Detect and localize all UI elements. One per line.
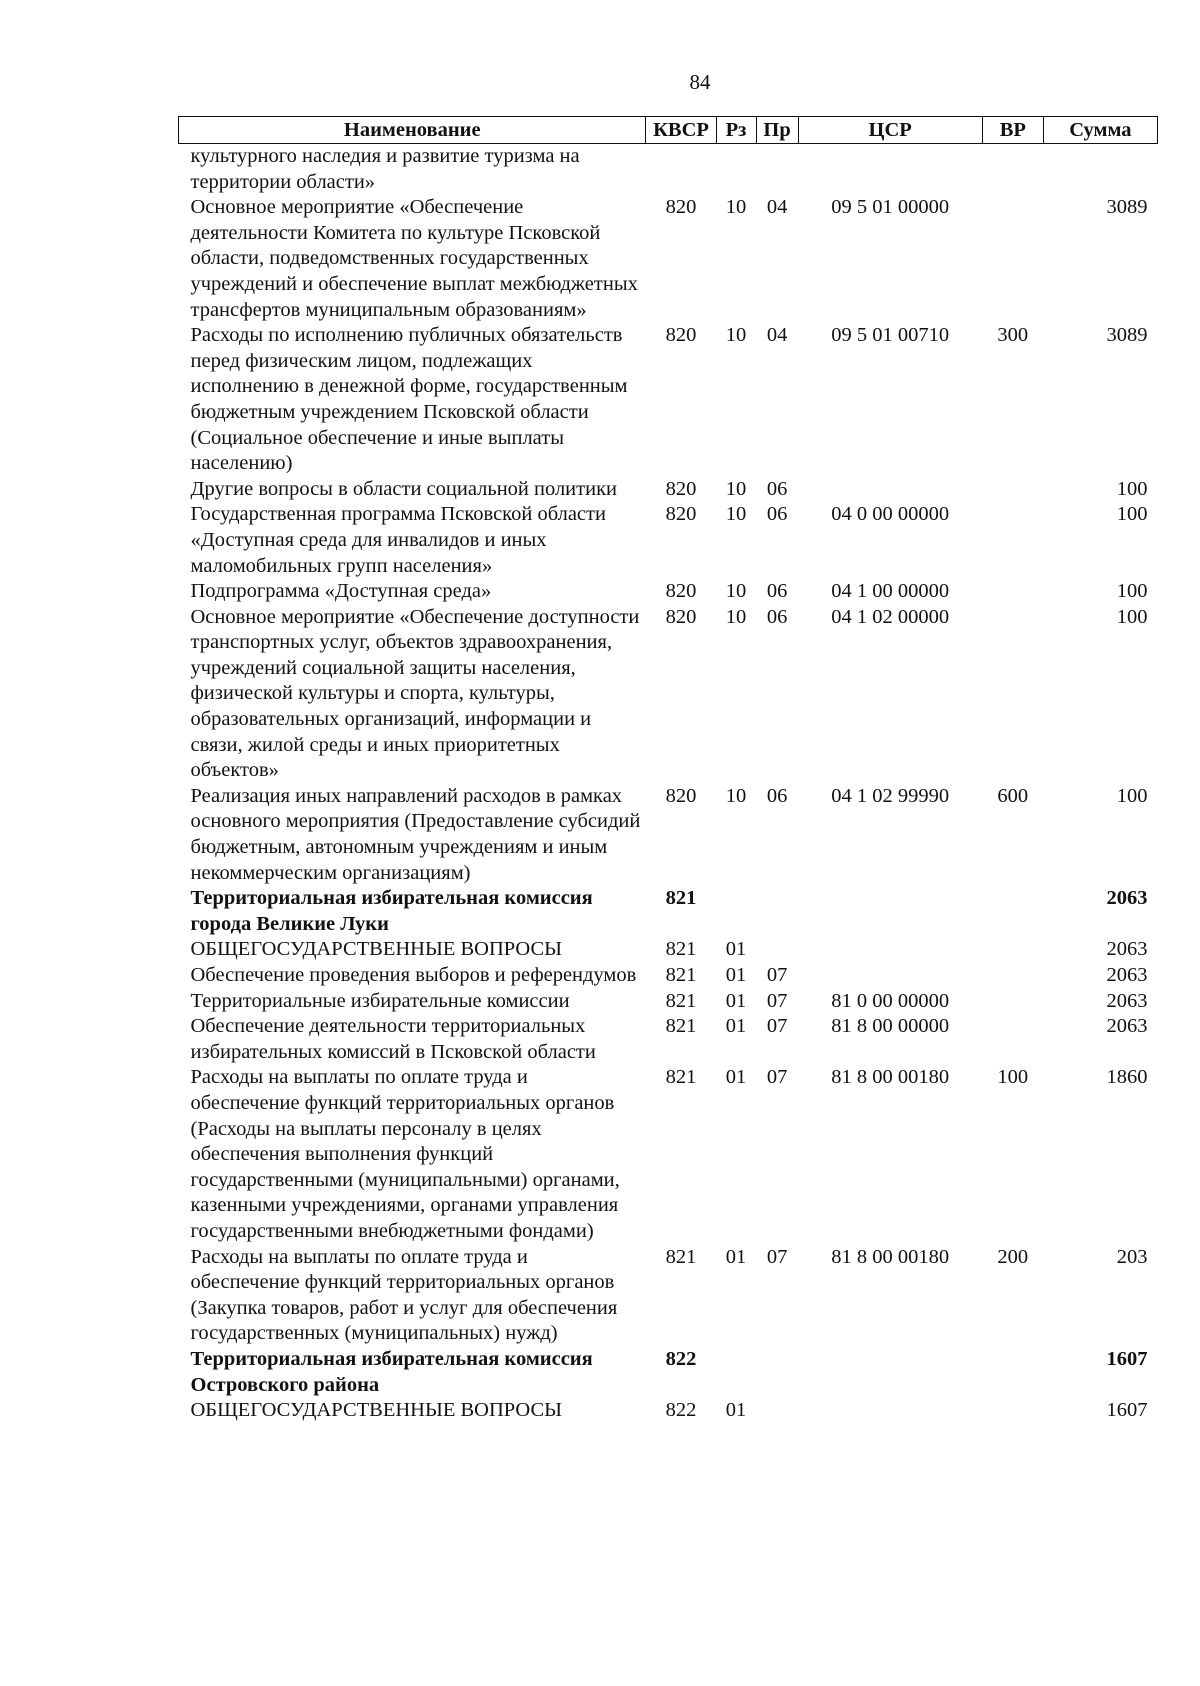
cell-rz: 10 <box>725 477 747 500</box>
cell-name: ОБЩЕГОСУДАРСТВЕННЫЕ ВОПРОСЫ <box>190 1399 563 1422</box>
cell-pr: 04 <box>766 196 788 219</box>
cell-vr <box>982 605 1043 784</box>
cell-sum: 2063 <box>1106 938 1148 961</box>
header-kvsr: КВСР <box>646 117 716 144</box>
cell-rz: 01 <box>725 1245 747 1268</box>
cell-rz: 10 <box>725 605 747 628</box>
cell-rz <box>716 144 756 196</box>
cell-sum: 100 <box>1116 605 1148 628</box>
cell-csr: 04 1 00 00000 <box>831 580 950 603</box>
cell-vr: 100 <box>997 1066 1029 1089</box>
table-row <box>179 144 1158 196</box>
cell-kvsr: 821 <box>665 1066 697 1089</box>
cell-csr: 04 0 00 00000 <box>831 503 950 526</box>
table-row <box>179 1347 1158 1398</box>
cell-kvsr: 821 <box>665 1245 697 1268</box>
cell-kvsr: 821 <box>665 887 697 910</box>
cell-name: Расходы на выплаты по оплате труда и обеспечение функций территориальных органов (Закупка товаров, работ и услуг для обеспечения государственных (муниципальных) нужд) <box>190 1245 618 1345</box>
cell-sum: 2063 <box>1106 887 1148 910</box>
cell-name: Расходы по исполнению публичных обязательств перед физическим лицом, подлежащих исполнению в денежной форме, государственным бюджетным учреждением Псковской области (Социальное обеспечение и иные выплаты населению) <box>190 324 628 475</box>
cell-kvsr: 820 <box>665 580 697 603</box>
cell-pr <box>756 144 798 196</box>
cell-pr: 06 <box>766 784 788 807</box>
header-pr: Пр <box>756 117 798 144</box>
table-row <box>179 1065 1158 1244</box>
table-row <box>179 579 1158 605</box>
cell-rz: 01 <box>725 1015 747 1038</box>
cell-vr <box>982 937 1043 963</box>
cell-vr <box>982 1398 1043 1424</box>
cell-sum: 100 <box>1116 503 1148 526</box>
table-row <box>179 937 1158 963</box>
cell-vr: 600 <box>997 784 1029 807</box>
cell-vr: 200 <box>997 1245 1029 1268</box>
cell-kvsr: 822 <box>665 1399 697 1422</box>
table-row <box>179 784 1158 886</box>
header-csr: ЦСР <box>798 117 982 144</box>
cell-kvsr: 820 <box>665 605 697 628</box>
cell-csr <box>798 963 982 989</box>
cell-name: Реализация иных направлений расходов в рамках основного мероприятия (Предоставление субсидий бюджетным, автономным учреждениям и иным некоммерческим организациям) <box>190 784 641 884</box>
cell-sum: 100 <box>1116 580 1148 603</box>
cell-name: Расходы на выплаты по оплате труда и обеспечение функций территориальных органов (Расходы на выплаты персоналу в целях обеспечения выполнения функций государственными (муниципальными) органами, казенными учреждениями, органами управления государственными внебюджетными фондами) <box>190 1066 620 1242</box>
header-vr: ВР <box>982 117 1043 144</box>
cell-kvsr: 820 <box>665 784 697 807</box>
cell-pr <box>756 1398 798 1424</box>
cell-pr: 07 <box>766 1015 788 1038</box>
cell-rz: 01 <box>725 964 747 986</box>
cell-vr <box>982 579 1043 605</box>
cell-csr: 04 1 02 99990 <box>831 784 950 807</box>
cell-kvsr: 821 <box>665 989 697 1012</box>
cell-sum: 100 <box>1116 784 1148 807</box>
cell-name: Другие вопросы в области социальной политики <box>190 477 618 500</box>
cell-vr <box>982 963 1043 989</box>
cell-name: Государственная программа Псковской области «Доступная среда для инвалидов и иных маломобильных групп населения» <box>190 503 606 577</box>
cell-pr <box>756 886 798 937</box>
cell-vr <box>982 886 1043 937</box>
cell-name: Обеспечение деятельности территориальных избирательных комиссий в Псковской области <box>190 1015 596 1063</box>
table-row <box>179 605 1158 784</box>
cell-pr: 07 <box>766 1066 788 1089</box>
cell-csr: 81 8 00 00180 <box>831 1245 950 1268</box>
cell-sum: 100 <box>1116 477 1148 500</box>
cell-rz: 01 <box>725 1066 747 1089</box>
cell-csr <box>798 144 982 196</box>
table-row <box>179 502 1158 579</box>
cell-kvsr: 820 <box>665 477 697 500</box>
cell-sum: 3089 <box>1106 324 1148 347</box>
cell-pr: 06 <box>766 580 788 603</box>
cell-rz: 10 <box>725 784 747 807</box>
cell-kvsr: 821 <box>665 964 697 986</box>
cell-rz: 01 <box>725 989 747 1012</box>
cell-pr: 07 <box>766 964 788 986</box>
cell-pr <box>756 937 798 963</box>
cell-name: Обеспечение проведения выборов и референдумов <box>190 964 637 986</box>
cell-name: культурного наследия и развитие туризма на территории области» <box>190 145 580 193</box>
cell-kvsr: 821 <box>665 1015 697 1038</box>
cell-sum: 203 <box>1116 1245 1148 1268</box>
cell-kvsr <box>646 144 716 196</box>
budget-table <box>178 116 1158 1424</box>
cell-rz: 10 <box>725 324 747 347</box>
cell-vr <box>982 144 1043 196</box>
table-row <box>179 963 1158 989</box>
cell-csr <box>798 1347 982 1398</box>
cell-csr <box>798 886 982 937</box>
header-name: Наименование <box>179 117 646 144</box>
table-row <box>179 1014 1158 1065</box>
cell-kvsr: 821 <box>665 938 697 961</box>
cell-name: Подпрограмма «Доступная среда» <box>190 580 492 603</box>
cell-vr <box>982 502 1043 579</box>
cell-vr <box>982 1347 1043 1398</box>
page-number: 84 <box>689 70 711 94</box>
cell-csr <box>798 937 982 963</box>
cell-rz <box>716 1347 756 1398</box>
table-row <box>179 195 1158 323</box>
cell-sum: 1860 <box>1106 1066 1148 1089</box>
cell-sum: 2063 <box>1106 964 1148 986</box>
cell-pr: 06 <box>766 503 788 526</box>
cell-vr <box>982 195 1043 323</box>
cell-kvsr: 822 <box>665 1347 697 1370</box>
cell-csr: 09 5 01 00710 <box>831 324 950 347</box>
cell-name: Основное мероприятие «Обеспечение доступности транспортных услуг, объектов здравоохранения, учреждений социальной защиты населения, физической культуры и спорта, культуры, образовательных организаций, информации и связи, жилой среды и иных приоритетных объектов» <box>190 605 640 782</box>
cell-rz: 01 <box>725 938 747 961</box>
cell-csr: 04 1 02 00000 <box>831 605 950 628</box>
cell-sum <box>1043 144 1157 196</box>
cell-sum: 2063 <box>1106 989 1148 1012</box>
cell-rz: 10 <box>725 580 747 603</box>
cell-sum: 1607 <box>1106 1347 1148 1370</box>
cell-name: ОБЩЕГОСУДАРСТВЕННЫЕ ВОПРОСЫ <box>190 938 563 961</box>
cell-pr: 06 <box>766 477 788 500</box>
cell-csr: 09 5 01 00000 <box>831 196 950 219</box>
cell-vr: 300 <box>997 324 1029 347</box>
cell-name: Территориальная избирательная комиссия города Великие Луки <box>190 887 593 935</box>
cell-pr <box>756 1347 798 1398</box>
cell-kvsr: 820 <box>665 324 697 347</box>
cell-vr <box>982 477 1043 503</box>
cell-csr <box>798 1398 982 1424</box>
cell-sum: 1607 <box>1106 1399 1148 1422</box>
header-sum: Сумма <box>1043 117 1157 144</box>
cell-vr <box>982 1014 1043 1065</box>
table-header-row <box>179 117 1158 144</box>
cell-name: Территориальные избирательные комиссии <box>190 989 570 1012</box>
table-row <box>179 323 1158 477</box>
cell-rz <box>716 886 756 937</box>
cell-pr: 04 <box>766 324 788 347</box>
table-row <box>179 989 1158 1015</box>
table-body <box>179 144 1158 1424</box>
header-rz: Рз <box>716 117 756 144</box>
cell-sum: 2063 <box>1106 1015 1148 1038</box>
cell-kvsr: 820 <box>665 196 697 219</box>
cell-csr: 81 0 00 00000 <box>831 989 950 1012</box>
cell-csr <box>798 477 982 503</box>
cell-vr <box>982 989 1043 1015</box>
cell-name: Основное мероприятие «Обеспечение деятельности Комитета по культуре Псковской области, подведомственных государственных учреждений и обеспечение выплат межбюджетных трансфертов муниципальным образованиям» <box>190 196 638 321</box>
cell-pr: 06 <box>766 605 788 628</box>
cell-csr: 81 8 00 00180 <box>831 1066 950 1089</box>
table-row <box>179 477 1158 503</box>
cell-pr: 07 <box>766 989 788 1012</box>
cell-csr: 81 8 00 00000 <box>831 1015 950 1038</box>
cell-kvsr: 820 <box>665 503 697 526</box>
cell-rz: 10 <box>725 503 747 526</box>
table-row <box>179 886 1158 937</box>
cell-pr: 07 <box>766 1245 788 1268</box>
table-row <box>179 1398 1158 1424</box>
cell-rz: 10 <box>725 196 747 219</box>
cell-sum: 3089 <box>1106 196 1148 219</box>
cell-name: Территориальная избирательная комиссия Островского района <box>190 1347 593 1396</box>
cell-rz: 01 <box>725 1399 747 1422</box>
table-row <box>179 1245 1158 1347</box>
